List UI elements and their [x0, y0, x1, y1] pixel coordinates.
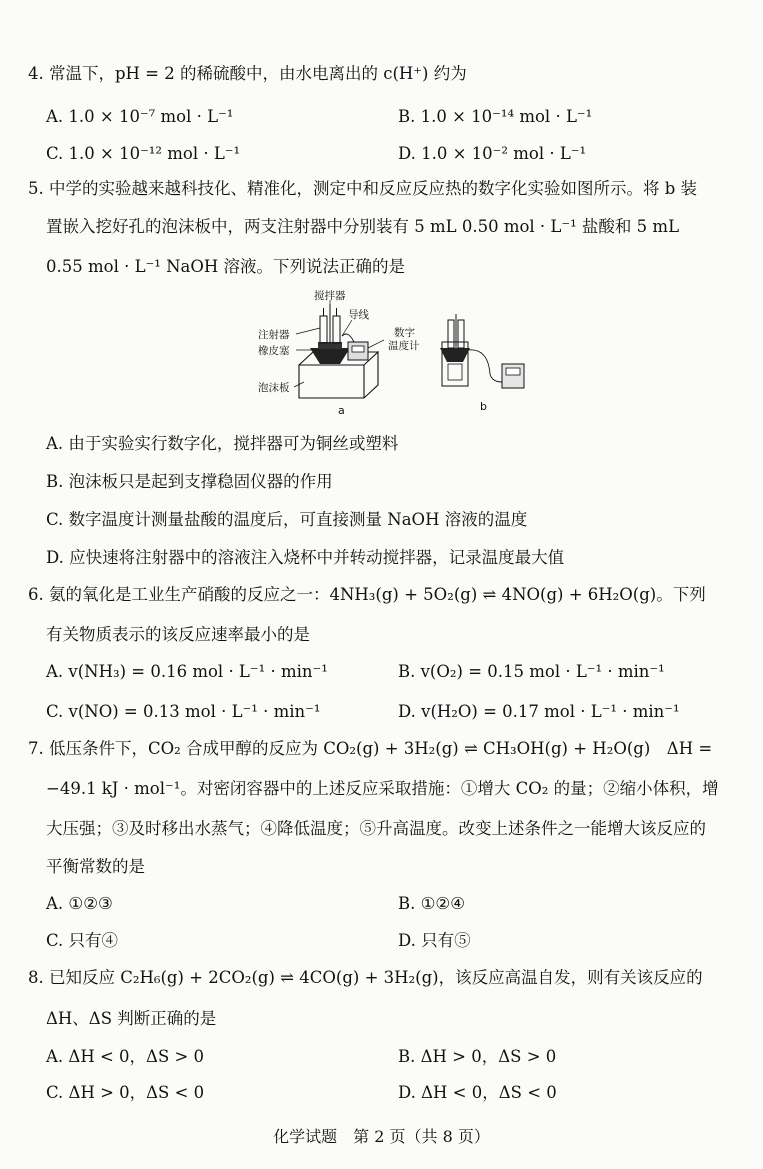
q8-opts-cd	[0, 1074, 763, 1112]
q8-opts-ab-text-0: A. ΔH < 0，ΔS > 0	[46, 1047, 205, 1066]
label-thermometer-1: 数字	[394, 327, 415, 339]
syringe-icon	[320, 304, 340, 344]
q7-stem-3	[0, 810, 763, 848]
q6-opts-cd	[0, 693, 763, 731]
q4-stem-text-0: 4. 常温下，pH = 2 的稀硫酸中，由水电离出的 c(H⁺) 约为	[28, 64, 467, 83]
label-stirrer: 搅拌器	[314, 290, 346, 302]
q4-opts-ab	[0, 98, 763, 136]
q8-opts-cd-text-0: C. ΔH > 0，ΔS < 0	[46, 1083, 205, 1102]
beaker-stopper	[310, 342, 350, 364]
q6-stem-1-text-0: 6. 氨的氧化是工业生产硝酸的反应之一：4NH₃(g) + 5O₂(g) ⇌ 4NO(g) + 6H₂O(g)。下列	[28, 585, 706, 604]
q7-stem-2	[0, 770, 763, 808]
q8-opts-ab-text-1: B. ΔH > 0，ΔS > 0	[398, 1047, 557, 1066]
q6-opts-ab-text-1: B. v(O₂) = 0.15 mol · L⁻¹ · min⁻¹	[398, 662, 665, 681]
q5-stem-3	[0, 248, 763, 286]
q7-opts-cd-text-1: D. 只有⑤	[398, 931, 471, 950]
q7-opts-ab-text-1: B. ①②④	[398, 894, 465, 913]
q7-stem-3-text-0: 大压强；③及时移出水蒸气；④降低温度；⑤升高温度。改变上述条件之一能增大该反应的	[46, 819, 706, 838]
q4-opts-cd-text-1: D. 1.0 × 10⁻² mol · L⁻¹	[398, 144, 587, 163]
label-b: b	[480, 400, 487, 413]
q5-opt-c-text-0: C. 数字温度计测量盐酸的温度后，可直接测量 NaOH 溶液的温度	[46, 510, 528, 529]
q8-opts-cd-text-1: D. ΔH < 0，ΔS < 0	[398, 1083, 557, 1102]
q8-opts-ab	[0, 1038, 763, 1076]
q4-opts-ab-text-1: B. 1.0 × 10⁻¹⁴ mol · L⁻¹	[398, 107, 593, 126]
q6-stem-2	[0, 616, 763, 654]
label-a: a	[338, 404, 345, 417]
label-syringe: 注射器	[258, 329, 290, 341]
q7-stem-1	[0, 730, 763, 768]
q8-stem-2-text-0: ΔH、ΔS 判断正确的是	[46, 1009, 217, 1028]
q4-opts-cd-text-0: C. 1.0 × 10⁻¹² mol · L⁻¹	[46, 144, 241, 163]
q6-stem-1	[0, 576, 763, 614]
q5-opt-b	[0, 463, 763, 501]
q6-opts-ab-text-0: A. v(NH₃) = 0.16 mol · L⁻¹ · min⁻¹	[46, 662, 328, 681]
q7-opts-ab	[0, 885, 763, 923]
q6-opts-ab	[0, 653, 763, 691]
q6-stem-2-text-0: 有关物质表示的该反应速率最小的是	[46, 625, 310, 644]
q7-stem-4	[0, 848, 763, 886]
q5-opt-d	[0, 539, 763, 577]
q6-opts-cd-text-0: C. v(NO) = 0.13 mol · L⁻¹ · min⁻¹	[46, 702, 321, 721]
q8-stem-1	[0, 959, 763, 997]
thermometer-icon	[342, 334, 368, 360]
q7-stem-4-text-0: 平衡常数的是	[46, 857, 145, 876]
q5-opt-a-text-0: A. 由于实验实行数字化，搅拌器可为铜丝或塑料	[46, 434, 399, 453]
q7-opts-cd-text-0: C. 只有④	[46, 931, 119, 950]
q8-stem-2	[0, 1000, 763, 1038]
apparatus-figure	[244, 290, 544, 420]
q4-stem	[0, 55, 763, 93]
q7-opts-cd	[0, 922, 763, 960]
label-stopper: 橡皮塞	[258, 345, 290, 357]
q5-stem-2-text-0: 置嵌入挖好孔的泡沫板中，两支注射器中分别装有 5 mL 0.50 mol · L⁻¹ 盐酸和 5 mL	[46, 217, 680, 236]
q8-stem-1-text-0: 8. 已知反应 C₂H₆(g) + 2CO₂(g) ⇌ 4CO(g) + 3H₂(g)，该反应高温自发，则有关该反应的	[28, 968, 703, 987]
q5-stem-3-text-0: 0.55 mol · L⁻¹ NaOH 溶液。下列说法正确的是	[46, 257, 406, 276]
label-foam-board: 泡沫板	[258, 382, 290, 394]
label-thermometer-2: 温度计	[388, 340, 420, 352]
q5-opt-b-text-0: B. 泡沫板只是起到支撑稳固仪器的作用	[46, 472, 333, 491]
q5-stem-1	[0, 170, 763, 208]
q7-stem-2-text-0: −49.1 kJ · mol⁻¹。对密闭容器中的上述反应采取措施：①增大 CO₂ 的量；②缩小体积，增	[46, 779, 719, 798]
q5-opt-c	[0, 501, 763, 539]
page-footer: 化学试题 第 2 页（共 8 页）	[273, 1127, 490, 1146]
apparatus-b	[440, 314, 524, 388]
q7-stem-1-text-0: 7. 低压条件下，CO₂ 合成甲醇的反应为 CO₂(g) + 3H₂(g) ⇌ CH₃OH(g) + H₂O(g) ΔH =	[28, 739, 713, 758]
q5-stem-1-text-0: 5. 中学的实验越来越科技化、精准化，测定中和反应反应热的数字化实验如图所示。将 b 装	[28, 179, 698, 198]
label-wire: 导线	[348, 309, 369, 321]
q4-opts-cd	[0, 135, 763, 173]
q5-opt-a	[0, 425, 763, 463]
q5-stem-2	[0, 208, 763, 246]
q6-opts-cd-text-1: D. v(H₂O) = 0.17 mol · L⁻¹ · min⁻¹	[398, 702, 680, 721]
q7-opts-ab-text-0: A. ①②③	[46, 894, 113, 913]
q4-opts-ab-text-0: A. 1.0 × 10⁻⁷ mol · L⁻¹	[46, 107, 234, 126]
q5-opt-d-text-0: D. 应快速将注射器中的溶液注入烧杯中并转动搅拌器，记录温度最大值	[46, 548, 565, 567]
